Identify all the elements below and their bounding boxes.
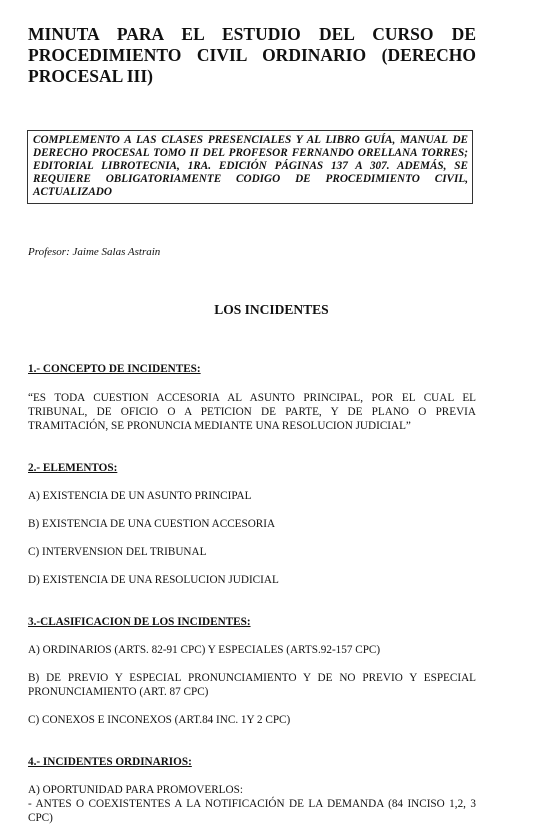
professor-line: Profesor: Jaime Salas Astrain (28, 246, 161, 258)
clasificacion-item: A) ORDINARIOS (ARTS. 82-91 CPC) Y ESPECIALES (ARTS.92-157 CPC) (28, 644, 381, 656)
concepto-text: “ES TODA CUESTION ACCESORIA AL ASUNTO PRINCIPAL, POR EL CUAL EL TRIBUNAL, DE OFICIO O A PETICION DE PARTE, Y DE PLANO O PREVIA TRAMITACIÓN, SE PRONUNCIA MEDIANTE UNA RESOLUCION JUDICIAL” (28, 392, 476, 432)
oportunidad-line: A) OPORTUNIDAD PARA PROMOVERLOS: (28, 784, 243, 796)
heading-concepto: 1.- CONCEPTO DE INCIDENTES: (28, 363, 201, 375)
clasificacion-item: B) DE PREVIO Y ESPECIAL PRONUNCIAMIENTO Y DE NO PREVIO Y ESPECIAL PRONUNCIAMIENTO (ART. 87 CPC) (28, 672, 476, 698)
section-title: LOS INCIDENTES (214, 302, 329, 317)
heading-incidentes-ordinarios: 4.- INCIDENTES ORDINARIOS: (28, 756, 192, 768)
elemento-item: C) INTERVENSION DEL TRIBUNAL (28, 546, 207, 558)
clasificacion-item: C) CONEXOS E INCONEXOS (ART.84 INC. 1Y 2 CPC) (28, 714, 291, 726)
document-title: MINUTA PARA EL ESTUDIO DEL CURSO DE PROCEDIMIENTO CIVIL ORDINARIO (DERECHO PROCESAL III) (28, 24, 476, 86)
heading-clasificacion: 3.-CLASIFICACION DE LOS INCIDENTES: (28, 616, 251, 628)
elemento-item: B) EXISTENCIA DE UNA CUESTION ACCESORIA (28, 518, 276, 530)
oportunidad-detail: - ANTES O COEXISTENTES A LA NOTIFICACIÓN DE LA DEMANDA (84 INCISO 1,2, 3 CPC) (28, 798, 476, 824)
heading-elementos: 2.- ELEMENTOS: (28, 462, 118, 474)
elemento-item: D) EXISTENCIA DE UNA RESOLUCION JUDICIAL (28, 574, 279, 586)
elemento-item: A) EXISTENCIA DE UN ASUNTO PRINCIPAL (28, 490, 252, 502)
reference-box: COMPLEMENTO A LAS CLASES PRESENCIALES Y AL LIBRO GUÍA, MANUAL DE DERECHO PROCESAL TOMO II DEL PROFESOR FERNANDO ORELLANA TORRES; EDITORIAL LIBROTECNIA, 1RA. EDICIÓN PÁGINAS 137 A 307. ADEMÁS, SE REQUIERE OBLIGATORIAMENTE CODIGO DE PROCEDIMIENTO CIVIL, ACTUALIZADO (27, 130, 473, 204)
